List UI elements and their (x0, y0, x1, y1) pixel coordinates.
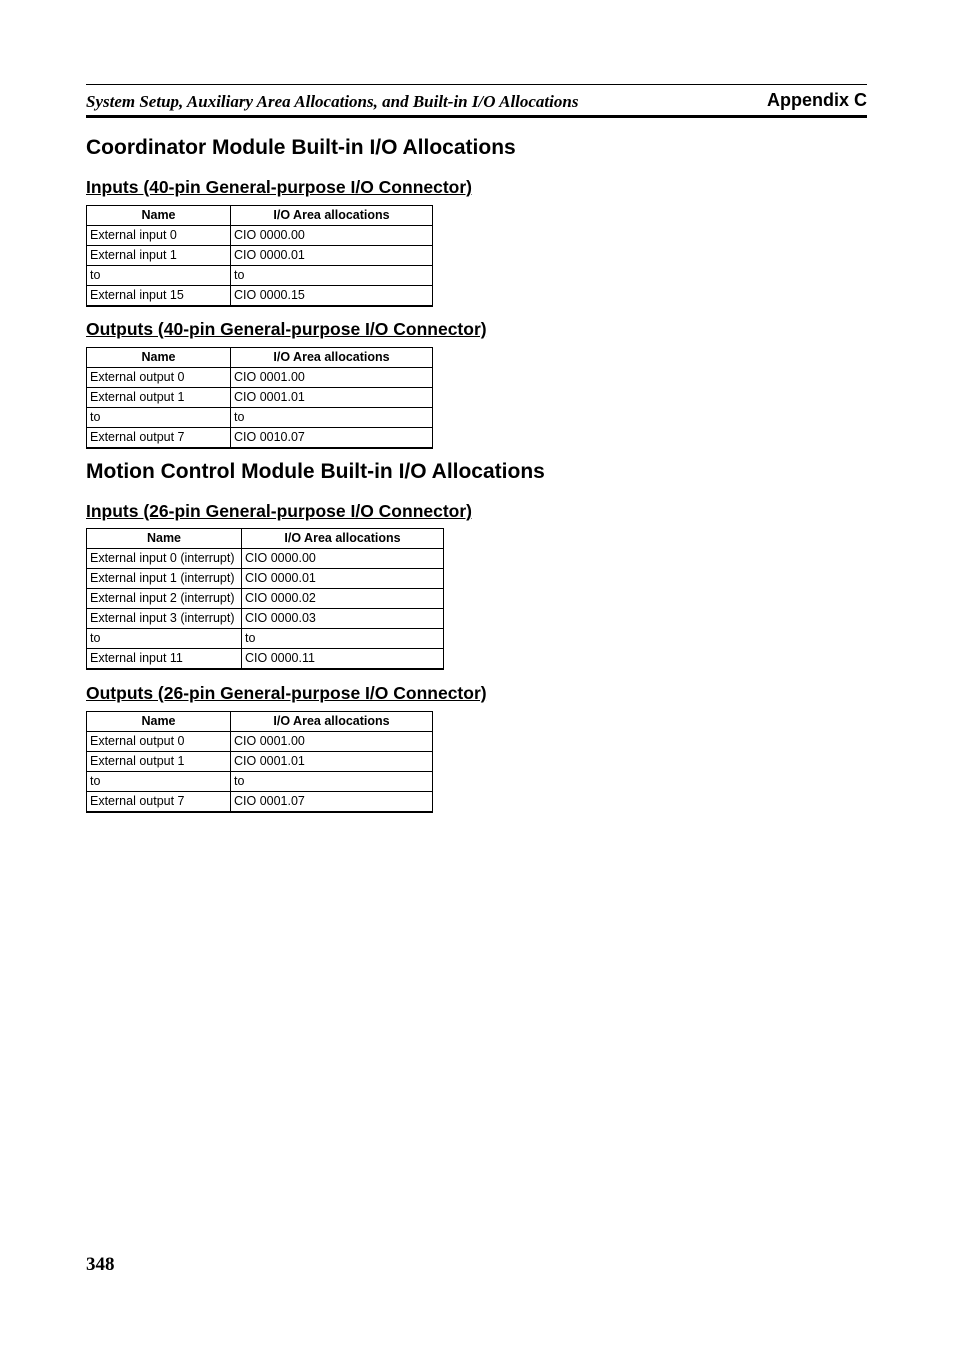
cell-name: External input 3 (interrupt) (87, 609, 242, 629)
cell-allocation: CIO 0001.01 (231, 388, 433, 408)
column-header-name: Name (87, 206, 231, 226)
section-title-coordinator: Coordinator Module Built-in I/O Allocations (86, 136, 516, 159)
cell-name: External input 2 (interrupt) (87, 589, 242, 609)
column-header-allocation: I/O Area allocations (242, 529, 444, 549)
column-header-allocation: I/O Area allocations (231, 206, 433, 226)
cell-name: External input 1 (87, 246, 231, 266)
cell-allocation: CIO 0000.00 (242, 549, 444, 569)
page-header (86, 84, 867, 118)
cell-allocation: to (242, 629, 444, 649)
table-row (87, 649, 444, 670)
column-header-name: Name (87, 348, 231, 368)
cell-allocation: CIO 0001.01 (231, 752, 433, 772)
cell-allocation: CIO 0010.07 (231, 428, 433, 449)
cell-allocation: CIO 0000.03 (242, 609, 444, 629)
appendix-label: Appendix C (766, 90, 867, 110)
cell-allocation: to (231, 408, 433, 428)
cell-name: External output 0 (87, 732, 231, 752)
table-row (87, 226, 433, 246)
table-row (87, 752, 433, 772)
subtitle-coordinator-inputs: Inputs (40-pin General-purpose I/O Connector) (86, 177, 472, 197)
subtitle-motion-outputs: Outputs (26-pin General-purpose I/O Connector) (86, 683, 487, 703)
table-header-row (87, 206, 433, 226)
column-header-name: Name (87, 529, 242, 549)
cell-allocation: to (231, 772, 433, 792)
table-row (87, 732, 433, 752)
table-row (87, 549, 444, 569)
table-row (87, 772, 433, 792)
table-row (87, 388, 433, 408)
cell-name: External input 1 (interrupt) (87, 569, 242, 589)
cell-name: External input 15 (87, 286, 231, 307)
cell-allocation: CIO 0001.07 (231, 792, 433, 813)
table-row (87, 368, 433, 388)
cell-name: External input 11 (87, 649, 242, 670)
cell-name: External input 0 (interrupt) (87, 549, 242, 569)
table-row (87, 246, 433, 266)
table-row (87, 569, 444, 589)
cell-name: to (87, 772, 231, 792)
cell-name: External output 1 (87, 388, 231, 408)
table-header-row (87, 529, 444, 549)
table-row (87, 266, 433, 286)
cell-name: External input 0 (87, 226, 231, 246)
cell-allocation: CIO 0000.15 (231, 286, 433, 307)
table-motion-inputs (86, 528, 444, 670)
cell-allocation: CIO 0001.00 (231, 368, 433, 388)
subtitle-motion-inputs: Inputs (26-pin General-purpose I/O Connector) (86, 501, 472, 521)
table-row (87, 408, 433, 428)
cell-name: External output 7 (87, 792, 231, 813)
table-row (87, 792, 433, 813)
section-title-motion-control: Motion Control Module Built-in I/O Allocations (86, 460, 545, 483)
column-header-allocation: I/O Area allocations (231, 348, 433, 368)
cell-allocation: CIO 0000.01 (231, 246, 433, 266)
column-header-allocation: I/O Area allocations (231, 712, 433, 732)
table-motion-outputs (86, 711, 433, 813)
cell-name: to (87, 408, 231, 428)
cell-name: to (87, 629, 242, 649)
cell-allocation: to (231, 266, 433, 286)
cell-name: External output 1 (87, 752, 231, 772)
page-number: 348 (86, 1254, 115, 1275)
header-title: System Setup, Auxiliary Area Allocations, and Built-in I/O Allocations (86, 92, 579, 111)
cell-name: External output 7 (87, 428, 231, 449)
subtitle-coordinator-outputs: Outputs (40-pin General-purpose I/O Connector) (86, 319, 487, 339)
cell-allocation: CIO 0000.11 (242, 649, 444, 670)
table-row (87, 629, 444, 649)
table-row (87, 428, 433, 449)
cell-allocation: CIO 0000.01 (242, 569, 444, 589)
table-header-row (87, 348, 433, 368)
table-coordinator-outputs (86, 347, 433, 449)
table-row (87, 589, 444, 609)
table-row (87, 609, 444, 629)
cell-allocation: CIO 0000.02 (242, 589, 444, 609)
cell-allocation: CIO 0001.00 (231, 732, 433, 752)
table-header-row (87, 712, 433, 732)
table-coordinator-inputs (86, 205, 433, 307)
column-header-name: Name (87, 712, 231, 732)
cell-name: to (87, 266, 231, 286)
table-row (87, 286, 433, 307)
cell-name: External output 0 (87, 368, 231, 388)
cell-allocation: CIO 0000.00 (231, 226, 433, 246)
